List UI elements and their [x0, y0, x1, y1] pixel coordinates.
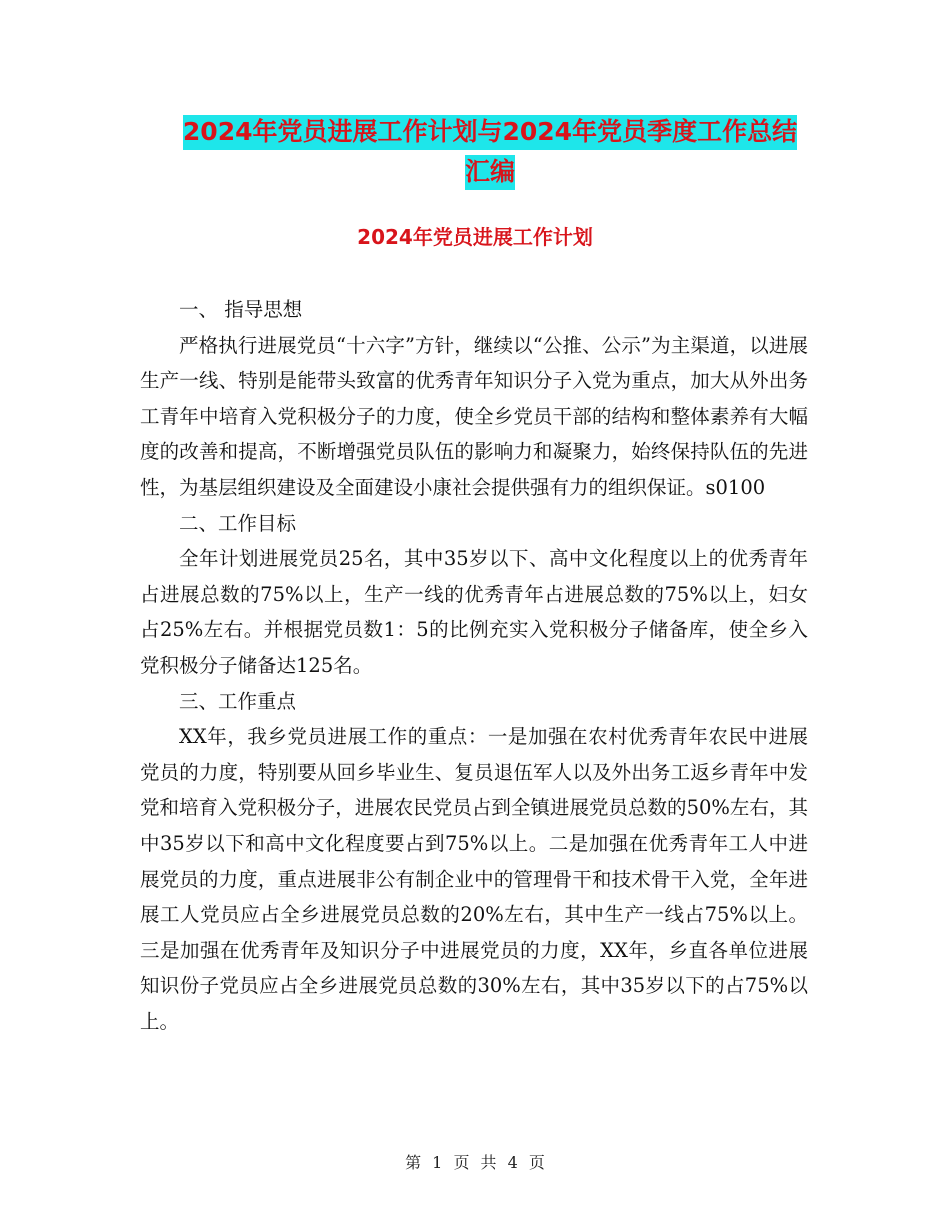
page-number-footer: 第 1 页 共 4 页 — [405, 1153, 545, 1172]
document-title-line2: 汇编 — [465, 155, 515, 190]
heading-guiding-ideology: 一、 指导思想 — [179, 298, 303, 321]
document-title-line1: 2024年党员进展工作计划与2024年党员季度工作总结 — [183, 115, 797, 150]
document-body — [140, 292, 808, 1039]
heading-work-focus: 三、工作重点 — [179, 689, 297, 713]
paragraph-work-focus: XX年，我乡党员进展工作的重点：一是加强在农村优秀青年农民中进展党员的力度，特别要从回乡毕业生、复员退伍军人以及外出务工返乡青年中发党和培育入党积极分子，进展农民党员占到全镇进展党员总数的50%左右，其中35岁以下和高中文化程度要占到75%以上。二是加强在优秀青年工人中进展党员的力度，重点进展非公有制企业中的管理骨干和技术骨干入党，全年进展工人党员应占全乡进展党员总数的20%左右，其中生产一线占75%以上。三是加强在优秀青年及知识分子中进展党员的力度，XX年，乡直各单位进展知识份子党员应占全乡进展党员总数的30%左右，其中35岁以下的占75%以上。 — [140, 725, 808, 1033]
paragraph-guiding-ideology: 严格执行进展党员“十六字”方针，继续以“公推、公示”为主渠道，以进展生产一线、特别是能带头致富的优秀青年知识分子入党为重点，加大从外出务工青年中培育入党积极分子的力度，使全乡党员干部的结构和整体素养有大幅度的改善和提高，不断增强党员队伍的影响力和凝聚力，始终保持队伍的先进性，为基层组织建设及全面建设小康社会提供强有力的组织保证。s0100 — [140, 333, 808, 499]
paragraph-work-goals: 全年计划进展党员25名，其中35岁以下、高中文化程度以上的优秀青年占进展总数的75%以上，生产一线的优秀青年占进展总数的75%以上，妇女占25%左右。并根据党员数1：5的比例充实入党积极分子储备库，使全乡入党积极分子储备达125名。 — [140, 547, 808, 677]
heading-work-goals: 二、工作目标 — [179, 511, 297, 535]
section-title: 2024年党员进展工作计划 — [357, 225, 593, 249]
document-title — [140, 112, 840, 192]
